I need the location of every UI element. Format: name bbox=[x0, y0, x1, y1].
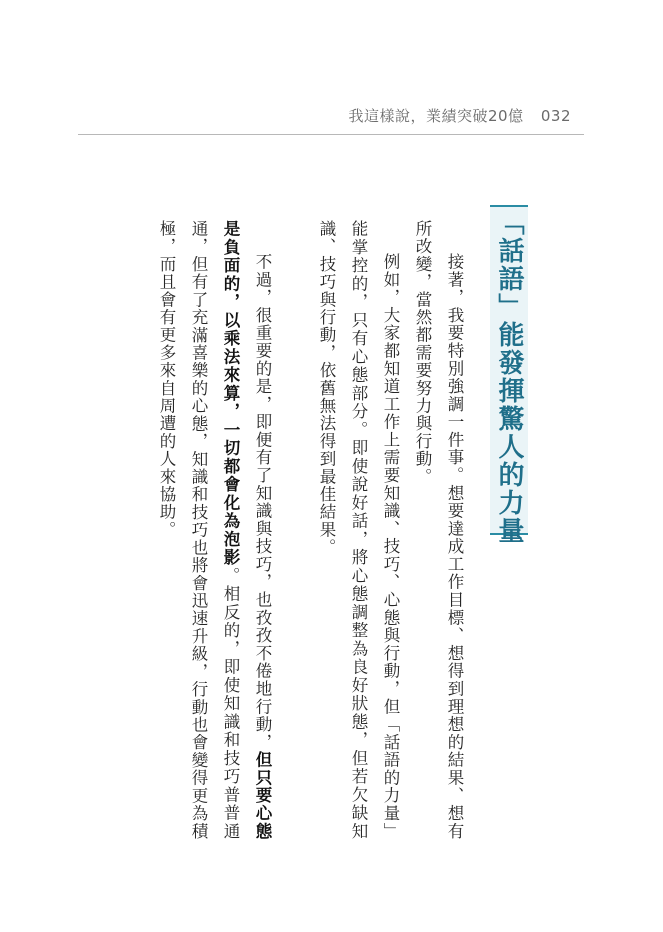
page-number: 032 bbox=[540, 107, 571, 125]
paragraph-3-text-b: 。相反的，即使知識和技巧普普通通，但有了充滿喜樂的心態，知識和技巧也將會迅速升級，行動也會變得更為積極，而且會有更多來自周遭的人來協助。 bbox=[157, 220, 240, 840]
body-text bbox=[100, 220, 470, 840]
running-header bbox=[348, 105, 571, 126]
book-title: 我這樣說，業績突破20億 bbox=[348, 107, 524, 125]
paragraph-3-text-a: 不過，很重要的是，即便有了知識與技巧，也孜孜不倦地行動， bbox=[253, 253, 272, 752]
section-heading: 「話語」能發揮驚人的力量 bbox=[494, 209, 524, 545]
paragraph-2: 例如，大家都知道工作上需要知識、技巧、心態與行動，但「話語的力量」能掌控的，只有心態部分。即使說好話，將心態調整為良好狀態，但若欠缺知識、技巧與行動，依舊無法得到最佳結果。 bbox=[317, 220, 400, 840]
header-divider bbox=[78, 134, 584, 135]
paragraph-1: 接著，我要特別強調一件事。想要達成工作目標、想得到理想的結果、想有所改變，當然都需要努力與行動。 bbox=[413, 220, 464, 840]
paragraph-3-emphasis: 但只要心態是負面的，以乘法來算，一切都會化為泡影 bbox=[221, 220, 272, 841]
paragraph-3 bbox=[150, 220, 278, 840]
